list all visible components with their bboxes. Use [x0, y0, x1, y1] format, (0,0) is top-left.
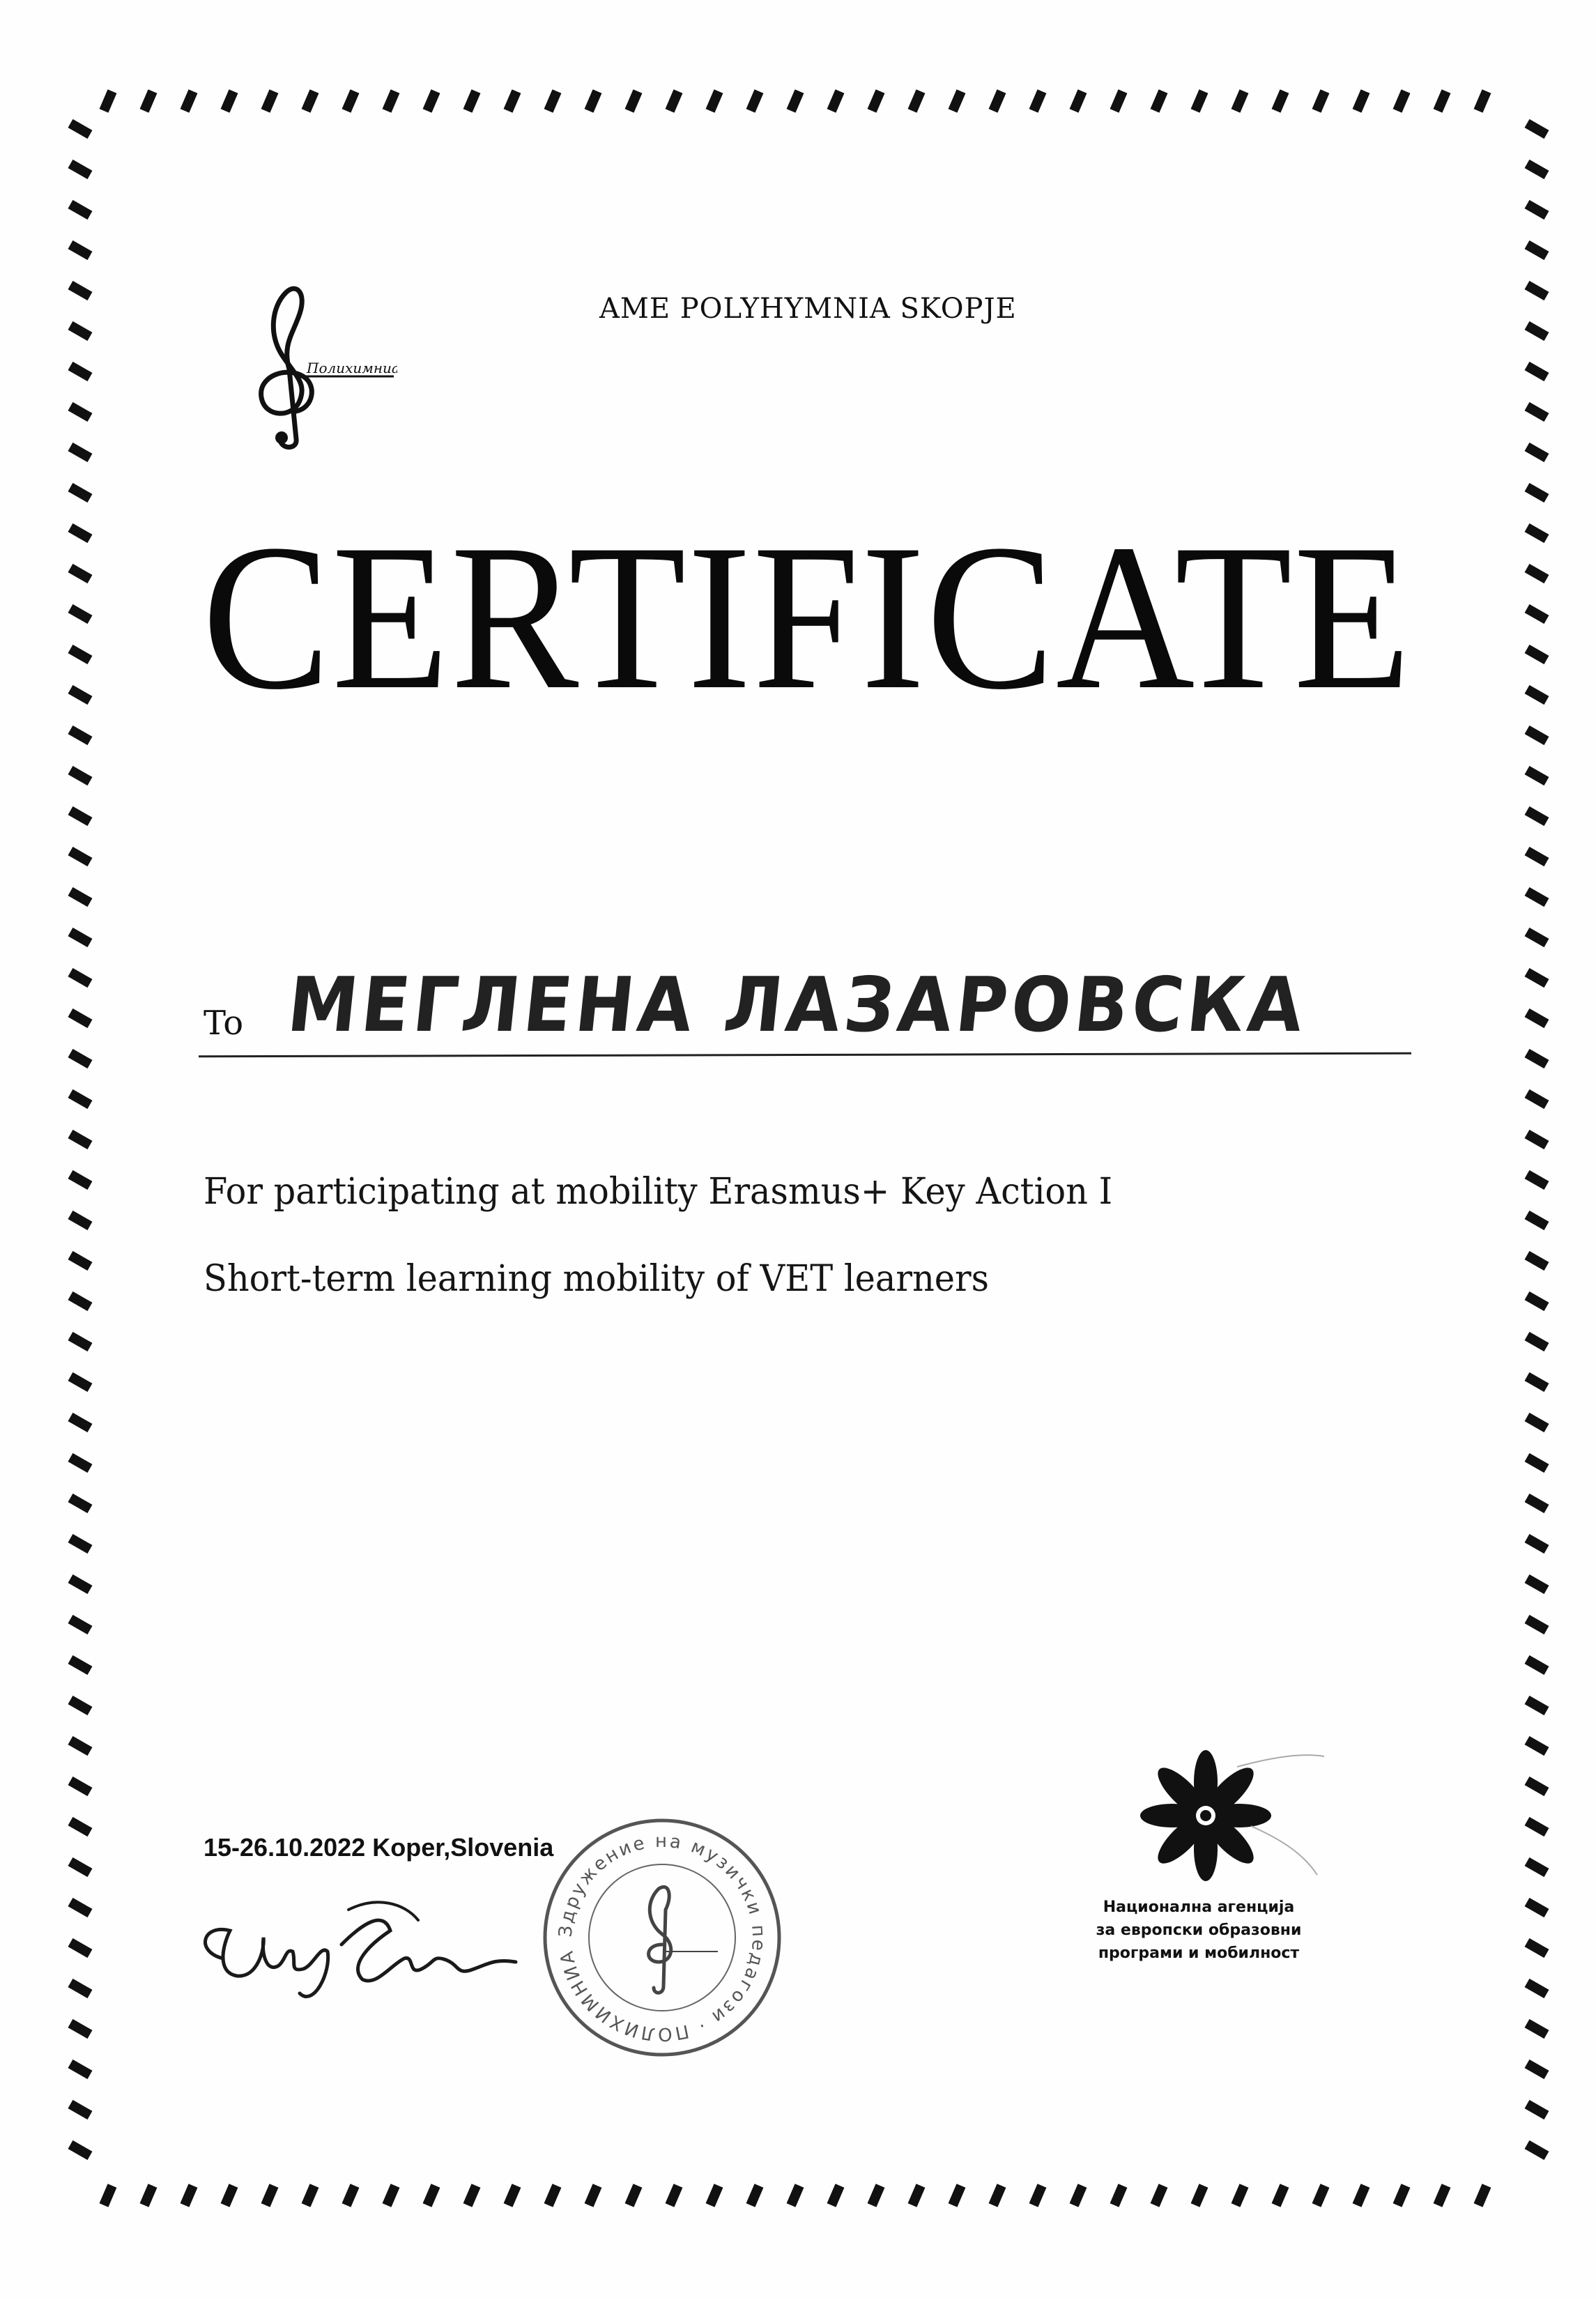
recipient-name: МЕГЛЕНА ЛАЗАРОВСКА [283, 962, 1312, 1049]
organization-name: AME POLYHYMNIA SKOPJE [599, 293, 1017, 325]
treble-clef-logo [230, 279, 397, 453]
date-place: 15-26.10.2022 Koper,Slovenia [204, 1833, 554, 1862]
description-line-2: Short-term learning mobility of VET learners [204, 1258, 989, 1300]
national-agency-label [1059, 1896, 1338, 1965]
official-stamp [537, 1812, 788, 2063]
agency-line-1: Национална агенција [1103, 1899, 1295, 1916]
description-line-1: For participating at mobility Erasmus+ Key Action I [204, 1171, 1113, 1213]
flower-logo [1115, 1742, 1345, 1896]
handwritten-signature [181, 1882, 544, 2021]
agency-line-2: за европски образовни [1096, 1922, 1302, 1939]
certificate-title: CERTIFICATE [202, 501, 1413, 733]
stamp-text: Здружение на музички педагози · ПОЛИХИМНИА [555, 1830, 769, 2045]
agency-line-3: програми и мобилност [1098, 1945, 1300, 1962]
to-label: To [204, 1004, 244, 1043]
logo-label: Полихимниа [307, 360, 397, 376]
